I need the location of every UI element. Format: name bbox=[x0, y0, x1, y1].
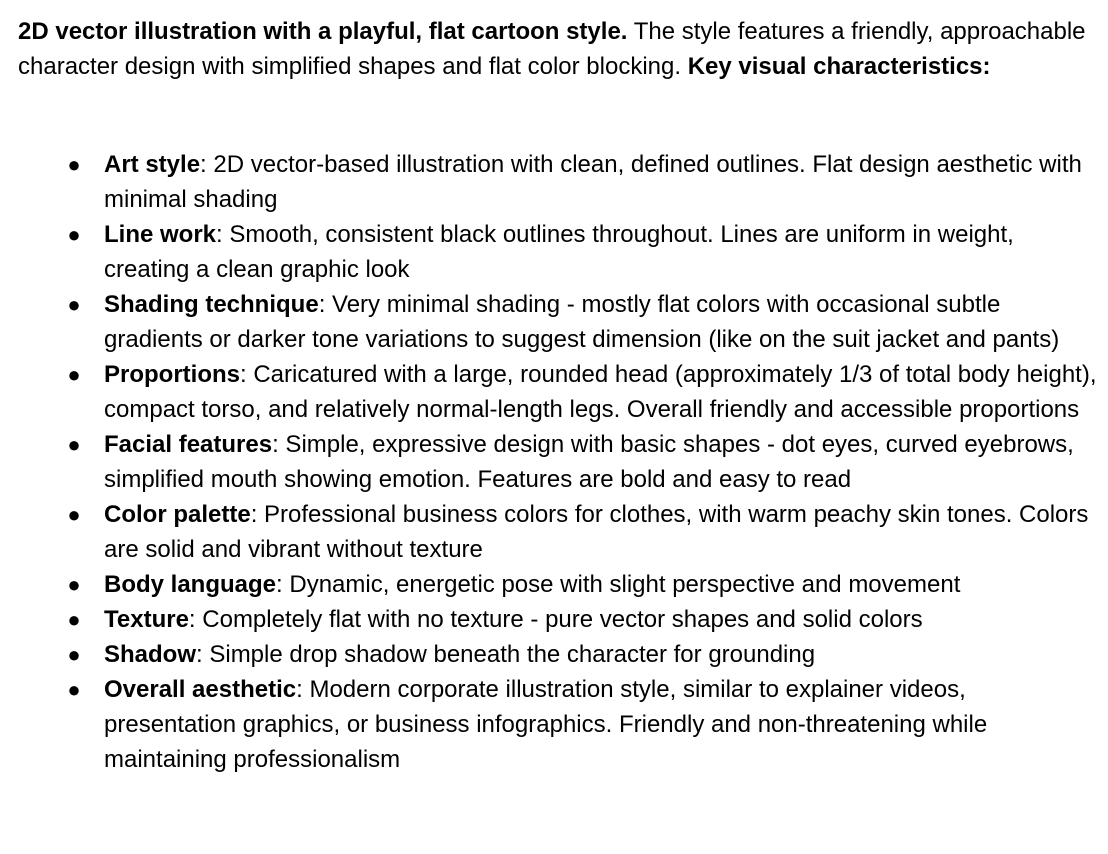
item-text: : Professional business colors for clothes, with warm peachy skin tones. Colors are solid and vibrant without texture bbox=[104, 501, 1089, 563]
item-term: Shading technique bbox=[104, 291, 319, 318]
list-item-color-palette bbox=[18, 497, 1104, 567]
intro-body-text: The style features a friendly, approachable character design with simplified shapes and flat color blocking. bbox=[18, 18, 1086, 80]
list-item-proportions bbox=[18, 357, 1104, 427]
item-text: : Very minimal shading - mostly flat colors with occasional subtle gradients or darker tone variations to suggest dimension (like on the suit jacket and pants) bbox=[104, 291, 1060, 353]
bullet-icon: ● bbox=[67, 572, 81, 597]
item-text: : Simple drop shadow beneath the character for grounding bbox=[196, 641, 816, 668]
item-term: Facial features bbox=[104, 431, 273, 458]
bullet-icon: ● bbox=[67, 642, 81, 667]
bullet-icon: ● bbox=[67, 502, 81, 527]
bullet-icon: ● bbox=[67, 362, 81, 387]
item-text: : Dynamic, energetic pose with slight perspective and movement bbox=[276, 571, 961, 598]
item-term: Body language bbox=[104, 571, 277, 598]
list-item-facial-features bbox=[18, 427, 1104, 497]
item-term: Line work bbox=[104, 221, 217, 248]
bullet-icon: ● bbox=[67, 677, 81, 702]
item-text: : 2D vector-based illustration with clean, defined outlines. Flat design aesthetic with minimal shading bbox=[104, 151, 1082, 213]
list-item-texture bbox=[18, 602, 1104, 637]
item-term: Shadow bbox=[104, 641, 197, 668]
list-item-body-language bbox=[18, 567, 1104, 602]
item-text: : Modern corporate illustration style, similar to explainer videos, presentation graphics, or business infographics. Friendly and non-threatening while maintaining professionalism bbox=[104, 676, 988, 773]
list-item-shading-technique bbox=[18, 287, 1104, 357]
item-text: : Simple, expressive design with basic shapes - dot eyes, curved eyebrows, simplified mouth showing emotion. Features are bold and easy to read bbox=[104, 431, 1074, 493]
bullet-icon: ● bbox=[67, 222, 81, 247]
list-item-line-work bbox=[18, 217, 1104, 287]
intro-paragraph bbox=[18, 14, 1104, 84]
document-body bbox=[18, 14, 1104, 773]
item-term: Art style bbox=[104, 151, 201, 178]
characteristics-list bbox=[18, 147, 1104, 777]
bullet-icon: ● bbox=[67, 152, 81, 177]
item-term: Overall aesthetic bbox=[104, 676, 297, 703]
bullet-icon: ● bbox=[67, 432, 81, 457]
bullet-icon: ● bbox=[67, 607, 81, 632]
item-term: Color palette bbox=[104, 501, 251, 528]
list-item-overall-aesthetic bbox=[18, 672, 1104, 777]
bullet-icon: ● bbox=[67, 292, 81, 317]
list-item-shadow bbox=[18, 637, 1104, 672]
item-text: : Smooth, consistent black outlines throughout. Lines are uniform in weight, creating a clean graphic look bbox=[104, 221, 1014, 283]
intro-bold-tail: Key visual characteristics: bbox=[687, 53, 991, 80]
item-text: : Completely flat with no texture - pure vector shapes and solid colors bbox=[188, 606, 923, 633]
item-term: Proportions bbox=[104, 361, 240, 388]
intro-bold-lead: 2D vector illustration with a playful, flat cartoon style. bbox=[18, 18, 628, 45]
item-text: : Caricatured with a large, rounded head (approximately 1/3 of total body height), compact torso, and relatively normal-length legs. Overall friendly and accessible proportions bbox=[104, 361, 1097, 423]
item-term: Texture bbox=[104, 606, 189, 633]
list-item-art-style bbox=[18, 147, 1104, 217]
